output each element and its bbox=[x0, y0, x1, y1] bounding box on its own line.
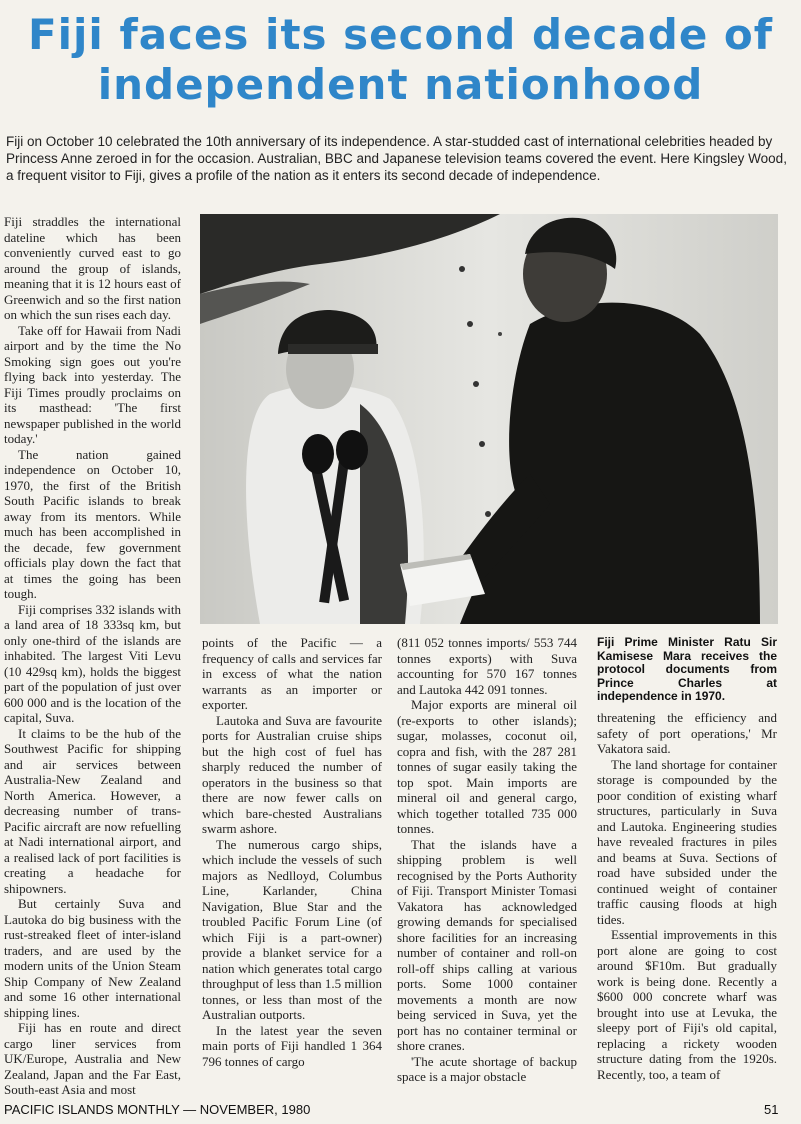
footer-publication: PACIFIC ISLANDS MONTHLY — NOVEMBER, 1980 bbox=[4, 1102, 311, 1117]
paragraph: Essential improvements in this port alone are going to cost around $F10m. But gradually work is being done. Recently a $600 000 concrete wharf was brought into use at Levuka, the sleepy port of Fiji's old capital, replacing a rickety wooden structure dating from the 1920s. Recently, too, a team of bbox=[597, 927, 777, 1082]
paragraph: (811 052 tonnes imports/ 553 744 tonnes exports) with Suva accounting for 570 167 tonnes and Lautoka 442 091 tonnes. bbox=[397, 635, 577, 697]
photo-caption: Fiji Prime Minister Ratu Sir Kamisese Mara receives the protocol documents from Prince Charles at independence in 1970. bbox=[597, 635, 777, 703]
paragraph: The land shortage for container storage is compounded by the poor condition of existing wharf structures, particularly in Suva and Lautoka. Engineering studies have revealed fractures in piles and beams at Suva. Sections of road have subsided under the continued weight of container traffic causing floods at high tides. bbox=[597, 756, 777, 927]
paragraph: Lautoka and Suva are favourite ports for Australian cruise ships but the high cost of fuel has sharply reduced the number of operators in the business so that there are now fewer calls on which bare-chested Australians swarm ashore. bbox=[202, 712, 382, 836]
article-column-4 bbox=[597, 710, 777, 1082]
intro-paragraph: Fiji on October 10 celebrated the 10th anniversary of its independence. A star-studded cast of international celebrities headed by Princess Anne zeroed in for the occasion. Australian, BBC and Japanese television teams covered the event. Here Kingsley Wood, a frequent visitor to Fiji, gives a profile of the nation as it enters its second decade of independence. bbox=[6, 134, 787, 183]
paragraph: Major exports are mineral oil (re-exports to other islands); sugar, molasses, coconut oil, copra and fish, with the 287 281 tonnes of sugar easily taking the top spot. Main imports are mineral oil and general cargo, which together totalled 735 000 tonnes. bbox=[397, 697, 577, 836]
headline-line-1: Fiji faces its second decade of bbox=[27, 10, 774, 59]
paragraph: The nation gained independence on October 10, 1970, the first of the British South Pacific islands to break away from its mentors. While much has been accomplished in the decade, few government officials play down the fact that at times the going has been tough. bbox=[4, 446, 181, 601]
paragraph: points of the Pacific — a frequency of calls and services far in excess of what the nation warrants as an importer or exporter. bbox=[202, 635, 382, 712]
headline-line-2: independent nationhood bbox=[97, 60, 704, 109]
article-column-3 bbox=[397, 635, 577, 1085]
ceremony-photo bbox=[200, 214, 778, 624]
paragraph: It claims to be the hub of the Southwest Pacific for shipping and air services between Australia-New Zealand and North America. However, a decreasing number of trans-Pacific aircraft are now refuelling at Nadi international airport, and a realised lack of port facilities is creating a headache for shipowners. bbox=[4, 725, 181, 896]
paragraph: The numerous cargo ships, which include the vessels of such majors as Nedlloyd, Columbus Line, Karlander, China Navigation, Blue Star and the troubled Pacific Forum Line (of which Fiji is a part-owner) provide a blanket service for a nation which generates total cargo throughput of less than 1.5 million tonnes, or less than most of the Australian outports. bbox=[202, 836, 382, 1022]
paragraph: threatening the efficiency and safety of port operations,' Mr Vakatora said. bbox=[597, 710, 777, 756]
paragraph: Fiji has en route and direct cargo liner services from UK/Europe, Australia and New Zealand, Japan and the Far East, South-east Asia and most bbox=[4, 1020, 181, 1097]
paragraph: But certainly Suva and Lautoka do big business with the rust-streaked fleet of inter-island traders, and are used by the modern units of the Union Steam Ship Company of New Zealand and some 16 other international shipping lines. bbox=[4, 896, 181, 1020]
paragraph: In the latest year the seven main ports of Fiji handled 1 364 796 tonnes of cargo bbox=[202, 1022, 382, 1069]
paragraph: 'The acute shortage of backup space is a major obstacle bbox=[397, 1053, 577, 1084]
article-column-1 bbox=[4, 214, 181, 1098]
paragraph: Take off for Hawaii from Nadi airport and by the time the No Smoking sign goes out you're flying back into yesterday. The Fiji Times proudly proclaims on its masthead: 'The first newspaper published in the world today.' bbox=[4, 322, 181, 446]
paragraph: Fiji comprises 332 islands with a land area of 18 333sq km, but only one-third of the islands are inhabited. The largest Viti Levu (10 429sq km), holds the biggest part of the population of just over 600 000 and is the location of the capital, Suva. bbox=[4, 601, 181, 725]
article-column-2 bbox=[202, 635, 382, 1069]
paragraph: That the islands have a shipping problem is well recognised by the Ports Authority of Fiji. Transport Minister Tomasi Vakatora has acknowledged growing demands for specialised shore facilities for an increasing number of container and roll-on roll-off ships calling at various ports. Some 1000 container movements a month are now being serviced in Suva, yet the port has no container terminal or shore cranes. bbox=[397, 836, 577, 1053]
paragraph: Fiji straddles the international dateline which has been conveniently curved east to go around the group of islands, meaning that it is 12 hours east of Greenwich and so the first nation on which the sun rises each day. bbox=[4, 214, 181, 322]
page-number: 51 bbox=[764, 1102, 779, 1117]
